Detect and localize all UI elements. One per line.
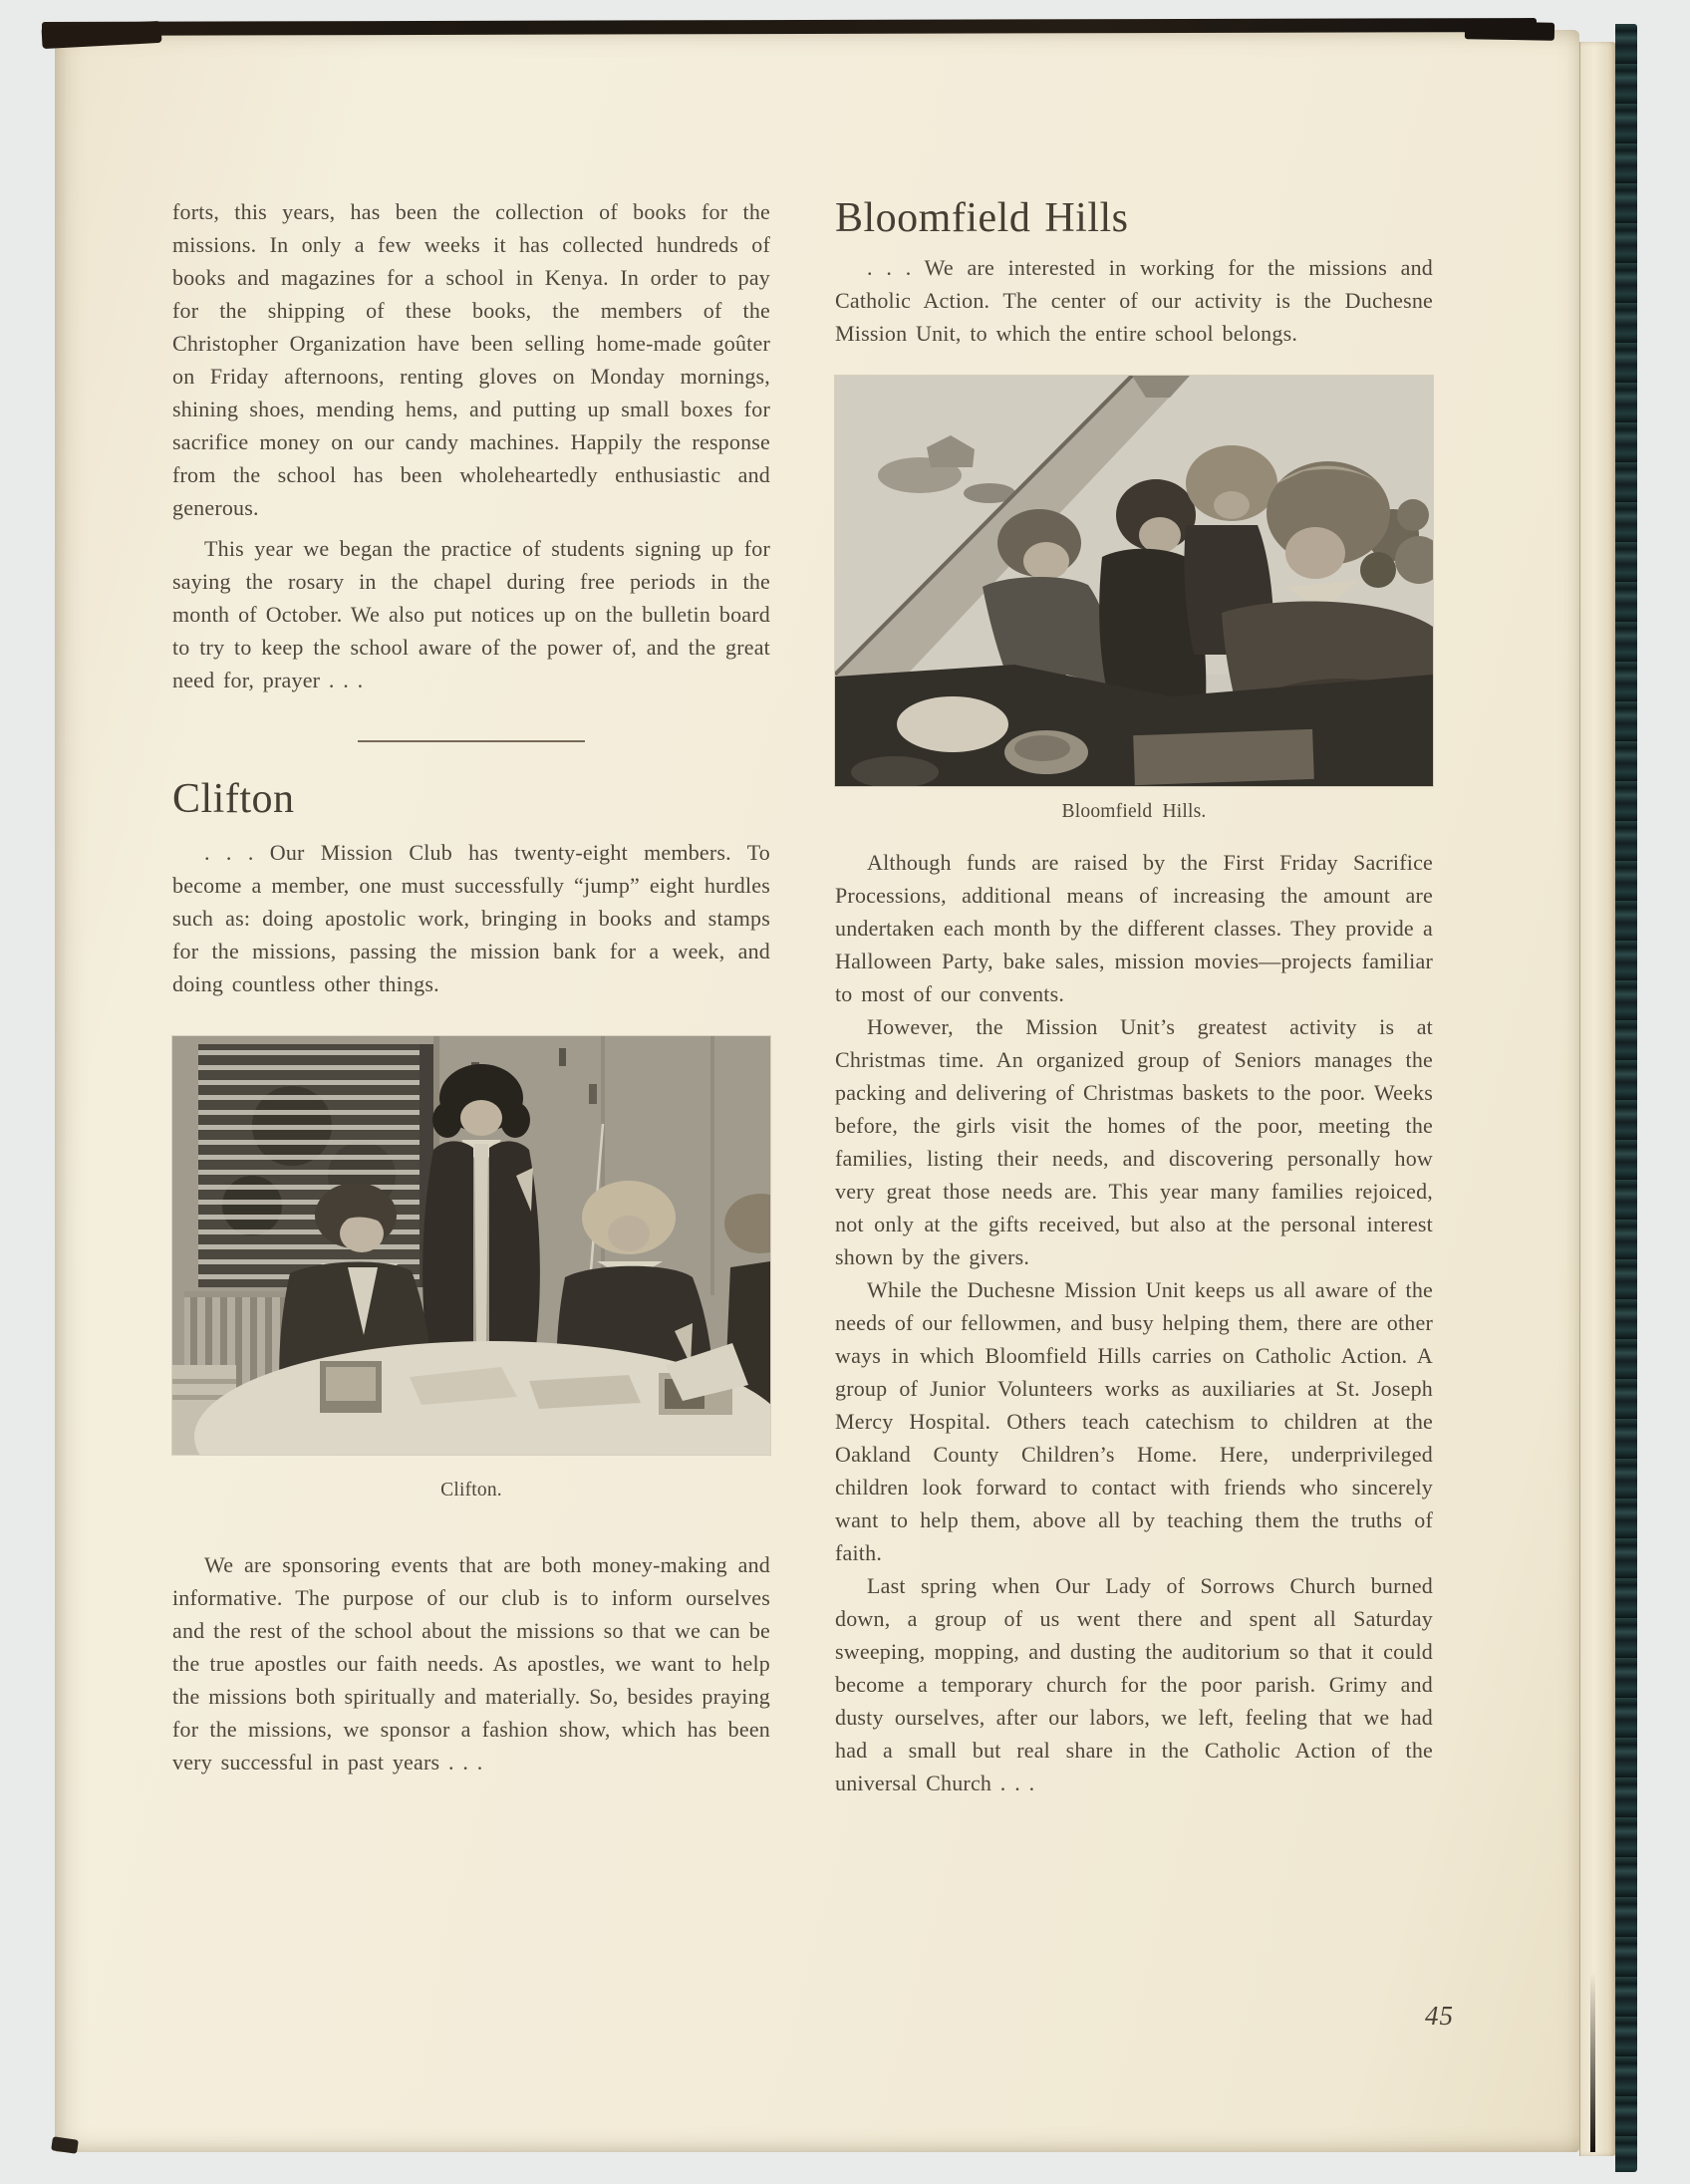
clifton-photo-caption: Clifton. — [440, 1480, 502, 1501]
book-corner-bottom-right — [1590, 1973, 1595, 2152]
section-divider-rule — [358, 740, 585, 742]
clifton-closing-paragraph: We are sponsoring events that are both money-making and informative. The purpose of our club is to inform ourselves and the rest of the school about the missions so that we can be the true apostles our faith needs. As apostles, we want to help the missions both spiritually and materially. So, besides praying for the missions, we sponsor a fashion show, which has been very successful in past years . . . — [172, 1552, 770, 1774]
clifton-heading: Clifton — [172, 776, 295, 822]
page-edge-stack — [1579, 42, 1616, 2156]
clifton-intro-paragraph: . . . Our Mission Club has twenty-eight members. To become a member, one must successfully “jump” eight hurdles such as: doing apostolic work, bringing in books and stamps for the missions, passing the mission bank for a week, and doing countless other things. — [172, 840, 770, 996]
book-top-edge-right — [1465, 21, 1554, 41]
left-column — [172, 195, 770, 1778]
bloomfield-funds-paragraph: Although funds are raised by the First Friday Sacrifice Processions, additional means of increasing the amount are undertaken each month by the different classes. They provide a Halloween Party, bake sales, mission movies—projects familiar to most of our convents. — [835, 850, 1433, 1006]
bloomfield-intro-paragraph: . . . We are interested in working for the missions and Catholic Action. The center of our activity is the Duchesne Mission Unit, to which the entire school belongs. — [835, 255, 1433, 346]
window-blinds — [198, 1044, 433, 1287]
bloomfield-photo-art — [835, 376, 1433, 786]
book-cover-edge — [1615, 24, 1637, 2172]
right-column — [835, 195, 1433, 1799]
bloomfield-photo — [835, 376, 1433, 786]
bloomfield-christmas-paragraph: However, the Mission Unit’s greatest activity is at Christmas time. An organized group of Seniors manages the packing and delivering of Christmas baskets to the poor. Weeks before, the girls visit the homes of the poor, meeting the families, listing their needs, and discovering personally how very great those needs are. This year many families rejoiced, not only at the gifts received, but also at the personal interest shown by the givers. — [835, 1014, 1433, 1269]
clifton-photo-art — [172, 1036, 770, 1455]
bloomfield-volunteers-paragraph: While the Duchesne Mission Unit keeps us all aware of the needs of our fellowmen, and busy helping them, there are other ways in which Bloomfield Hills carries on Catholic Action. A group of Junior Volunteers works as auxiliaries at St. Joseph Mercy Hospital. Others teach catechism to children at the Oakland County Children’s Home. Here, underprivileged children look forward to contact with friends who sincerely want to help them, above all by teaching them the truths of faith. — [835, 1277, 1433, 1565]
paragraph-rosary: This year we began the practice of students signing up for saying the rosary in the chapel during free periods in the month of October. We also put notices up on the bulletin board to try to keep the school aware of the power of, and the great need for, prayer . . . — [172, 536, 770, 692]
clifton-photo — [172, 1036, 770, 1455]
bloomfield-heading: Bloomfield Hills — [835, 195, 1129, 241]
bloomfield-photo-caption: Bloomfield Hills. — [1061, 801, 1207, 822]
paragraph-books-collection: forts, this years, has been the collection of books for the missions. In only a few weeks it has collected hundreds of books and magazines for a school in Kenya. In order to pay for the shipping of these books, the members of the Christopher Organization have been selling home-made goûter on Friday afternoons, renting gloves on Monday mornings, shining shoes, mending hems, and putting up small boxes for sacrifice money on our candy machines. Happily the response from the school has been wholeheartedly enthusiastic and generous. — [172, 199, 770, 520]
page-number: 45 — [1425, 2001, 1454, 2031]
bloomfield-church-paragraph: Last spring when Our Lady of Sorrows Church burned down, a group of us went there and spent all Saturday sweeping, mopping, and dusting the auditorium so that it could become a temporary church for the poor parish. Grimy and dusty ourselves, after our labors, we left, feeling that we had had a small but real share in the Catholic Action of the universal Church . . . — [835, 1573, 1433, 1795]
